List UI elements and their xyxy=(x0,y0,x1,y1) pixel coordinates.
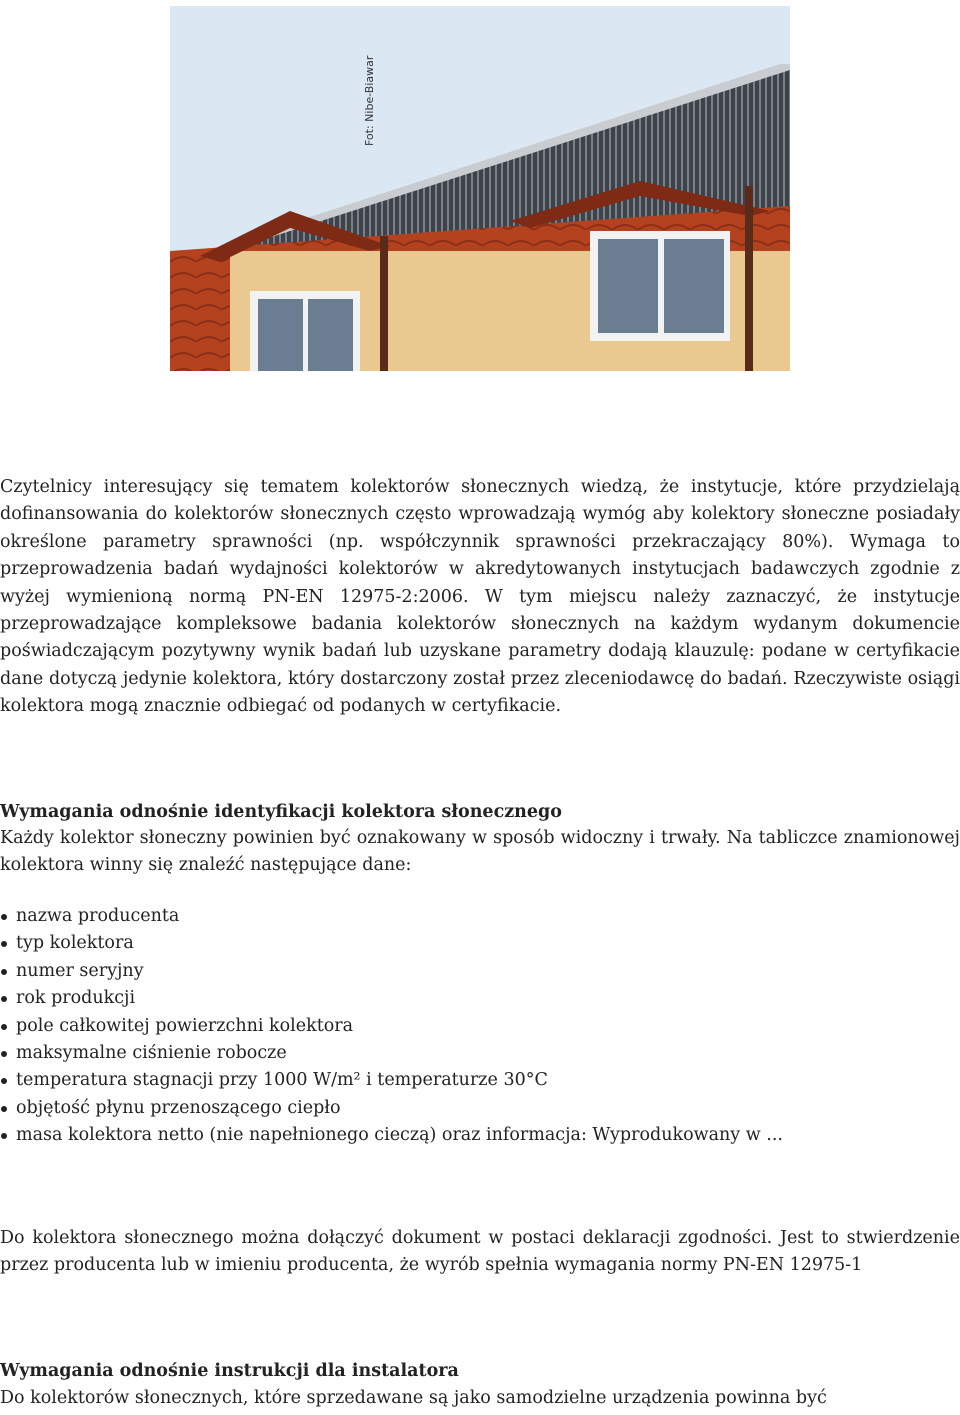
list-item: numer seryjny xyxy=(0,958,783,985)
list-item: typ kolektora xyxy=(0,930,783,957)
installer-paragraph: Do kolektorów słonecznych, które sprzedawane są jako samodzielne urządzenia powinna być xyxy=(0,1388,827,1408)
intro-paragraph: Czytelnicy interesujący się tematem kolektorów słonecznych wiedzą, że instytucje, które przydzielają dofinansowania do kolektorów słonecznych często wprowadzają wymóg aby kolektory słoneczne posiadały określone parametry sprawności (np. współczynnik sprawności przekraczający 80%). Wymaga to przeprowadzenia badań wydajności kolektorów w akredytowanych instytucjach badawczych zgodnie z wyżej wymienioną normą PN-EN 12975-2:2006. W tym miejscu należy zaznaczyć, że instytucje przeprowadzające kompleksowe badania kolektorów słonecznych na każdym wydanym dokumencie poświadczającym pozytywny wynik badań lub uzyskane parametry dodają klauzulę: podane w certyfikacie dane dotyczą jedynie kolektora, który dostarczony został przez zleceniodawcę do badań. Rzeczywiste osiągi kolektora mogą znacznie odbiegać od podanych w certyfikacie. xyxy=(0,477,960,717)
list-item: temperatura stagnacji przy 1000 W/m² i temperaturze 30°C xyxy=(0,1067,783,1094)
photo-credit: Fot: Nibe-Biawar xyxy=(363,55,376,146)
house-roof-photo xyxy=(170,6,790,371)
identification-intro: Każdy kolektor słoneczny powinien być oznakowany w sposób widoczny i trwały. Na tabliczce znamionowej kolektora winny się znaleźć następujące dane: xyxy=(0,828,960,876)
list-item: nazwa producenta xyxy=(0,903,783,930)
list-item: objętość płynu przenoszącego ciepło xyxy=(0,1095,783,1122)
list-item: masa kolektora netto (nie napełnionego cieczą) oraz informacja: Wyprodukowany w ... xyxy=(0,1122,783,1149)
section-heading-installer: Wymagania odnośnie instrukcji dla instalatora xyxy=(0,1361,459,1381)
declaration-paragraph: Do kolektora słonecznego można dołączyć dokument w postaci deklaracji zgodności. Jest to stwierdzenie przez producenta lub w imieniu producenta, że wyrób spełnia wymagania normy PN-EN 12975-1 xyxy=(0,1228,960,1276)
list-item: rok produkcji xyxy=(0,985,783,1012)
list-item: maksymalne ciśnienie robocze xyxy=(0,1040,783,1067)
nameplate-data-list xyxy=(0,903,783,1150)
photo-illustration xyxy=(170,6,790,371)
section-heading-identification: Wymagania odnośnie identyfikacji kolektora słonecznego xyxy=(0,802,562,822)
downpipe xyxy=(380,236,388,371)
list-item: pole całkowitej powierzchni kolektora xyxy=(0,1013,783,1040)
